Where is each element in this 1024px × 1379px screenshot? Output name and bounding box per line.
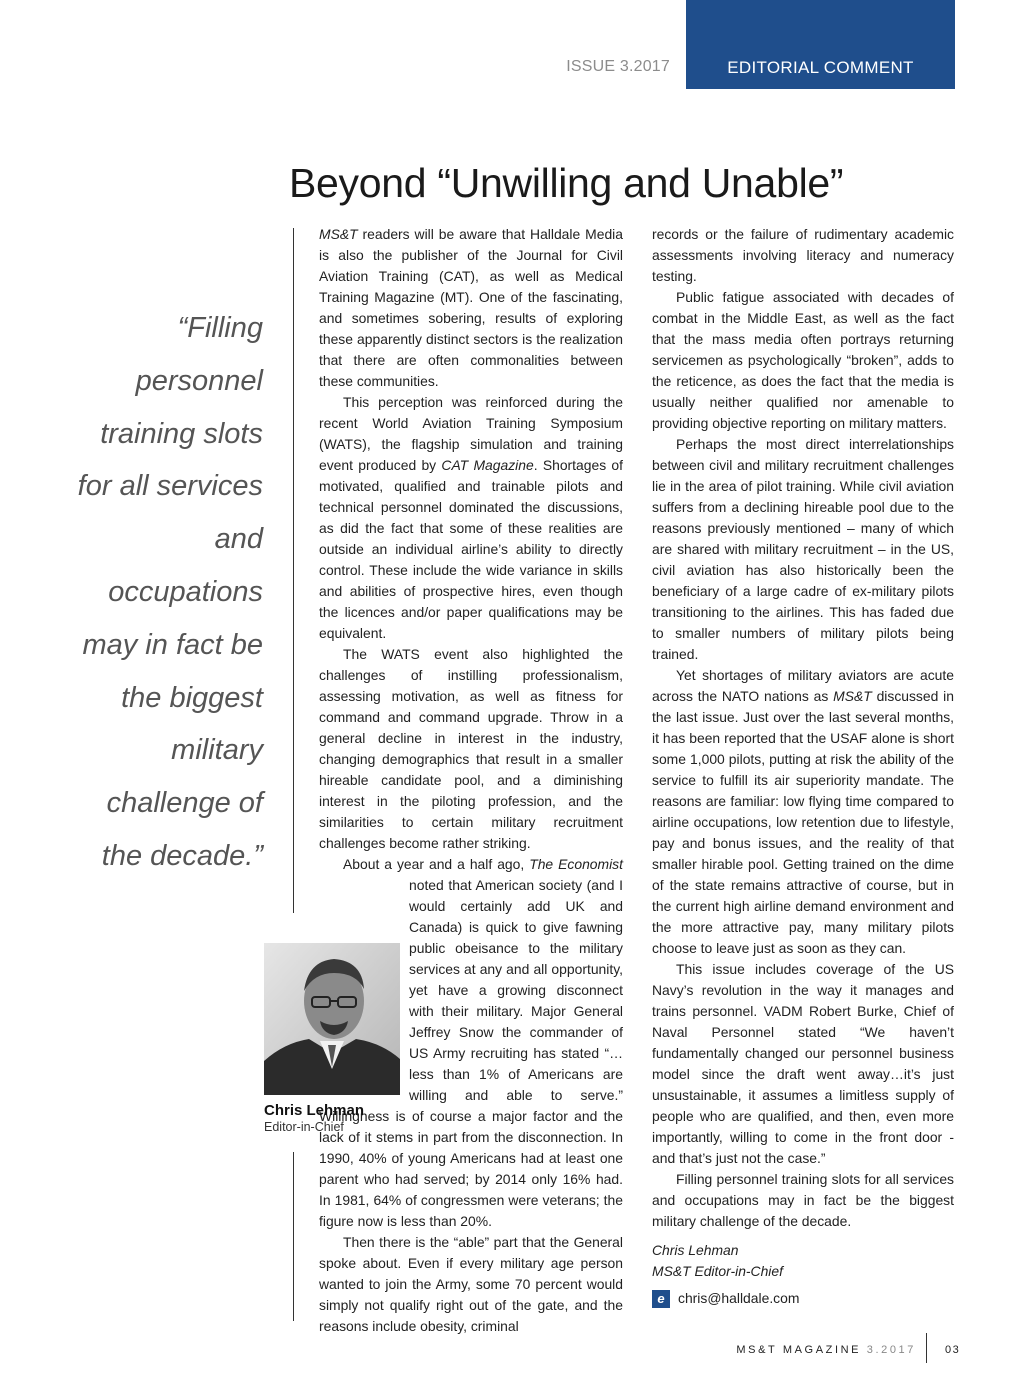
article-headline: Beyond “Unwilling and Unable” [289, 160, 844, 206]
footer-magazine-name: MS&T MAGAZINE [736, 1344, 862, 1356]
author-role: Editor-in-Chief [264, 1120, 344, 1134]
paragraph: Perhaps the most direct interrelationships between civil and military recruitment challenges lie in the area of pilot training. While civil aviation suffers from a declining hireable pool due to the reasons previously mentioned – many of which are shared with military recruitment – in the US, civil aviation has also historically been the beneficiary of a large cadre of ex-military pilots transitioning to the airlines. This has faded due to smaller numbers of military pilots being trained. [652, 436, 954, 662]
section-tab [686, 0, 955, 89]
issue-label: ISSUE 3.2017 [566, 58, 670, 75]
column-rule-lower [293, 1152, 294, 1321]
paragraph: records or the failure of rudimentary academic assessments involving literacy and numeracy testing. [652, 226, 954, 284]
paragraph: The WATS event also highlighted the challenges of instilling professionalism, assessing motivation, as well as fitness for command and command upgrade. Throw in a general decline in interest in the industry, changing demographics that result in a smaller hireable candidate pool, and a diminishing interest in the piloting profession, and the similarities to certain military recruitment challenges become rather striking. [319, 646, 623, 851]
section-label: EDITORIAL COMMENT [727, 58, 914, 77]
paragraph: This issue includes coverage of the US Navy’s revolution in the way it manages and trains personnel. VADM Robert Burke, Chief of Naval Personnel stated “We haven’t fundamentally changed our personnel business model since the draft went away…it’s just unsustainable, it assumes a limitless supply of people who are qualified, and then, even more importantly, willing to come in the front door - and that’s just not the case.” [652, 961, 954, 1166]
publication-name: MS&T [319, 226, 358, 242]
article-column-left [319, 224, 623, 1337]
publication-name: The Economist [529, 856, 623, 872]
email-icon: e [652, 1290, 670, 1308]
footer-issue: 3.2017 [866, 1344, 916, 1356]
paragraph [652, 665, 954, 959]
footer-divider [926, 1333, 927, 1363]
author-portrait-icon [264, 943, 400, 1095]
publication-name: MS&T [833, 688, 872, 704]
article-column-right [652, 224, 954, 1309]
paragraph-text: . Shortages of motivated, qualified and trainable pilots and technical personnel dominated the discussions, as did the fact that some of these realities are outside an individual airline’s ability to directly control. These include the wide variance in skills and abilities of prospective hires, even though the licences and/or paper qualifications may be equivalent. [319, 457, 624, 641]
author-name: Chris Lehman [264, 1102, 365, 1119]
signature-name: Chris Lehman [652, 1242, 739, 1258]
paragraph-text: Yet shortages of military aviators are acute across the NATO nations as [652, 667, 954, 704]
paragraph-text: discussed in the last issue. Just over the last several months, it has been reported that the USAF alone is short some 1,000 pilots, putting at risk the ability of the service to fulfill its air superiority mandate. The reasons are familiar: low flying time compared to airline occupations, low retention due to lifestyle, pay and bonus issues, and the reality of that smaller hirable pool. Getting trained on the dime of the state remains attractive of course, but in the current high airline demand environment and the more attractive pay, many military pilots choose to leave just as soon as they can. [652, 688, 954, 956]
signature-title: MS&T Editor-in-Chief [652, 1263, 783, 1279]
page-number: 03 [945, 1344, 961, 1356]
paragraph-text: This perception was reinforced during the recent World Aviation Training Symposium (WATS), the flagship simulation and training event produced by [319, 394, 623, 473]
signature-block [652, 1240, 954, 1309]
publication-name: CAT Magazine [441, 457, 534, 473]
author-photo [264, 943, 400, 1095]
paragraph-text: noted that American society (and I would certainly add UK and Canada) is quick to give fawning public obeisance to the military services at any and all opportunity, yet have a growing disconnect with their military. Major General Jeffrey Snow the commander of US Army recruiting has stated “… less than 1% of Americans are willing and able to serve.” Willingness is of course a major factor and the lack of it stems in part from the disconnection. In 1990, 40% of young Americans had at least one parent who had served; by 2014 only 16% had. In 1981, 64% of congressmen were veterans; the figure now is less than 20%. [319, 877, 623, 1229]
paragraph [319, 392, 623, 644]
paragraph-text: readers will be aware that Halldale Media is also the publisher of the Journal for Civil Aviation Training (CAT), as well as Medical Training Magazine (MT). One of the fascinating, and sometimes sobering, results of exploring these apparently distinct sectors is the realization that there are often commonalities between these communities. [319, 226, 623, 389]
paragraph: Public fatigue associated with decades of combat in the Middle East, as well as the fact that the mass media often portrays returning servicemen as psychologically “broken”, adds to the reticence, as does the fact that the media is usually neither qualified nor amenable to providing objective reporting on military matters. [652, 289, 954, 431]
paragraph: Then there is the “able” part that the General spoke about. Even if every military age person wanted to join the Army, some 70 percent would simply not qualify right out of the gate, and the reasons include obesity, criminal [319, 1234, 623, 1334]
email-row [652, 1288, 954, 1309]
footer-magazine [640, 1344, 916, 1356]
paragraph [319, 224, 623, 392]
column-rule-upper [293, 228, 294, 913]
paragraph-text: About a year and a half ago, [343, 856, 530, 872]
pull-quote: “Filling personnel training slots for all services and occupations may in fact be the biggest military challenge of the decade.” [77, 312, 263, 872]
email-link[interactable]: chris@halldale.com [678, 1290, 800, 1306]
paragraph: Filling personnel training slots for all services and occupations may in fact be the biggest military challenge of the decade. [652, 1171, 954, 1229]
